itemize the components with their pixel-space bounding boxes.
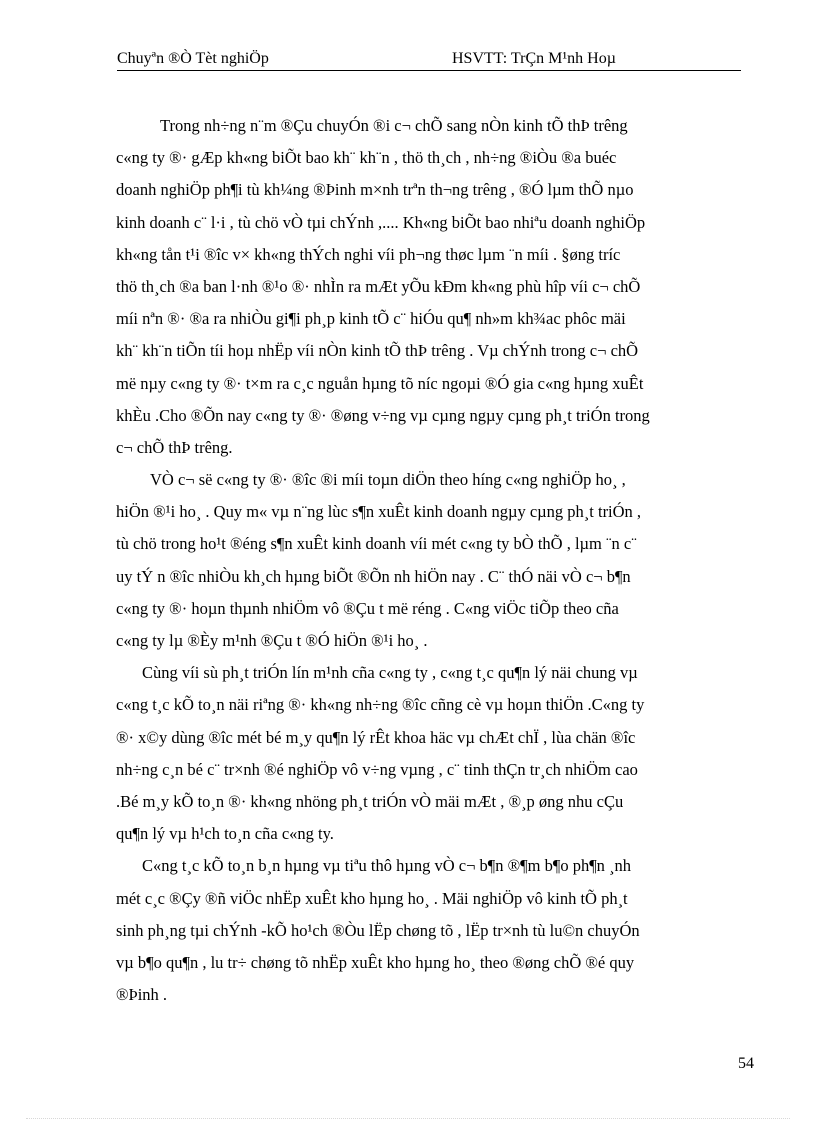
text-line: kh«ng tån t¹i ®îc v× kh«ng thÝch nghi víi ph¬ng thøc lµm ¨n míi . §øng tríc xyxy=(116,244,621,264)
text-line: doanh nghiÖp ph¶i tù kh¼ng ®Þinh m×nh trªn th¬ng trêng , ®Ó lµm thÕ nµo xyxy=(116,180,634,200)
text-line: thö th¸ch ®a ban l·nh ®¹o ®· nhÌn ra mÆt yÕu kÐm kh«ng phù hîp víi c¬ chÕ xyxy=(116,276,641,296)
text-line: ®Þinh . xyxy=(116,985,168,1005)
text-line: vµ b¶o qu¶n , lu tr÷ chøng tõ nhËp xuÊt kho hµng ho¸ theo ®øng chÕ ®é quy xyxy=(116,952,635,972)
paragraph-1 xyxy=(116,110,742,464)
text-line: míi nªn ®· ®a ra nhiÒu gi¶i ph¸p kinh tÕ c¨ hiÓu qu¶ nh»m kh¾ac phôc mäi xyxy=(116,309,626,329)
paragraph-2 xyxy=(116,464,742,657)
text-line: tù chö trong ho¹t ®éng s¶n xuÊt kinh doanh víi mét c«ng ty bÒ thÕ , lµm ¨n c¨ xyxy=(116,534,637,554)
page-header xyxy=(117,48,741,71)
text-line: nh÷ng c¸n bé c¨ tr×nh ®é nghiÖp vô v÷ng vµng , c¨ tinh thÇn tr¸ch nhiÖm cao xyxy=(116,759,638,779)
text-line: mét c¸c ®Çy ®ñ viÖc nhËp xuÊt kho hµng ho¸ . Mäi nghiÖp vô kinh tÕ ph¸t xyxy=(116,888,628,908)
paragraph-3 xyxy=(116,657,742,850)
text-line: c«ng t¸c kÕ to¸n näi riªng ®· kh«ng nh÷ng ®îc cñng cè vµ hoµn thiÖn .C«ng ty xyxy=(116,695,645,715)
footer-divider xyxy=(26,1118,790,1119)
paragraph-4 xyxy=(116,850,742,1011)
text-line: c¬ chÕ thÞ trêng. xyxy=(116,437,233,457)
text-line: kinh doanh c¨ l·i , tù chö vÒ tµi chÝnh ,.... Kh«ng biÕt bao nhiªu doanh nghiÖp xyxy=(116,212,646,232)
text-line: uy tÝ n ®îc nhiÒu kh¸ch hµng biÕt ®Õn nh hiÖn nay . C¨ thÓ näi vÒ c¬ b¶n xyxy=(116,566,631,586)
text-line: C«ng t¸c kÕ to¸n b¸n hµng vµ tiªu thô hµng vÒ c¬ b¶n ®¶m b¶o ph¶n ¸nh xyxy=(142,856,632,876)
document-body xyxy=(116,110,742,1011)
text-line: VÒ c¬ së c«ng ty ®· ®îc ®i míi toµn diÖn theo híng c«ng nghiÖp ho¸ , xyxy=(150,470,626,490)
text-line: ®· x©y dùng ®îc mét bé m¸y qu¶n lý rÊt khoa häc vµ chÆt chÏ , lùa chän ®îc xyxy=(116,727,636,747)
text-line: Cùng víi sù ph¸t triÓn lín m¹nh cña c«ng ty , c«ng t¸c qu¶n lý näi chung vµ xyxy=(142,663,638,683)
text-line: khÈu .Cho ®Õn nay c«ng ty ®· ®øng v÷ng vµ cµng ngµy cµng ph¸t triÓn trong xyxy=(116,405,650,425)
text-line: hiÖn ®¹i ho¸ . Quy m« vµ n¨ng lùc s¶n xuÊt kinh doanh ngµy cµng ph¸t triÓn , xyxy=(116,502,642,522)
text-line: c«ng ty ®· gÆp kh«ng biÕt bao kh¨ kh¨n , thö th¸ch , nh÷ng ®iÒu ®a buéc xyxy=(116,148,617,168)
text-line: sinh ph¸ng tµi chÝnh -kÕ ho¹ch ®Òu lËp chøng tõ , lËp tr×nh tù lu©n chuyÓn xyxy=(116,920,640,940)
text-line: Trong nh÷ng n¨m ®Çu chuyÓn ®i c¬ chÕ sang nÒn kinh tÕ thÞ trêng xyxy=(160,116,628,135)
header-author: HSVTT: TrÇn M¹nh Hoµ xyxy=(452,50,616,67)
header-title: Chuyªn ®Ò Tèt nghiÖp xyxy=(117,50,269,67)
text-line: qu¶n lý vµ h¹ch to¸n cña c«ng ty. xyxy=(116,824,334,844)
text-line: më nµy c«ng ty ®· t×m ra c¸c nguån hµng tõ níc ngoµi ®Ó gia c«ng hµng xuÊt xyxy=(116,373,644,393)
text-line: kh¨ kh¨n tiÕn tíi hoµ nhËp víi nÒn kinh tÕ thÞ trêng . Vµ chÝnh trong c¬ chÕ xyxy=(116,341,639,361)
text-line: .Bé m¸y kÕ to¸n ®· kh«ng nhöng ph¸t triÓn vÒ mäi mÆt , ®¸p øng nhu cÇu xyxy=(116,791,624,811)
page-number: 54 xyxy=(738,1055,754,1072)
text-line: c«ng ty ®· hoµn thµnh nhiÖm vô ®Çu t më réng . C«ng viÖc tiÕp theo cña xyxy=(116,598,619,618)
text-line: c«ng ty lµ ®Èy m¹nh ®Çu t ®Ó hiÖn ®¹i ho¸ . xyxy=(116,631,428,650)
